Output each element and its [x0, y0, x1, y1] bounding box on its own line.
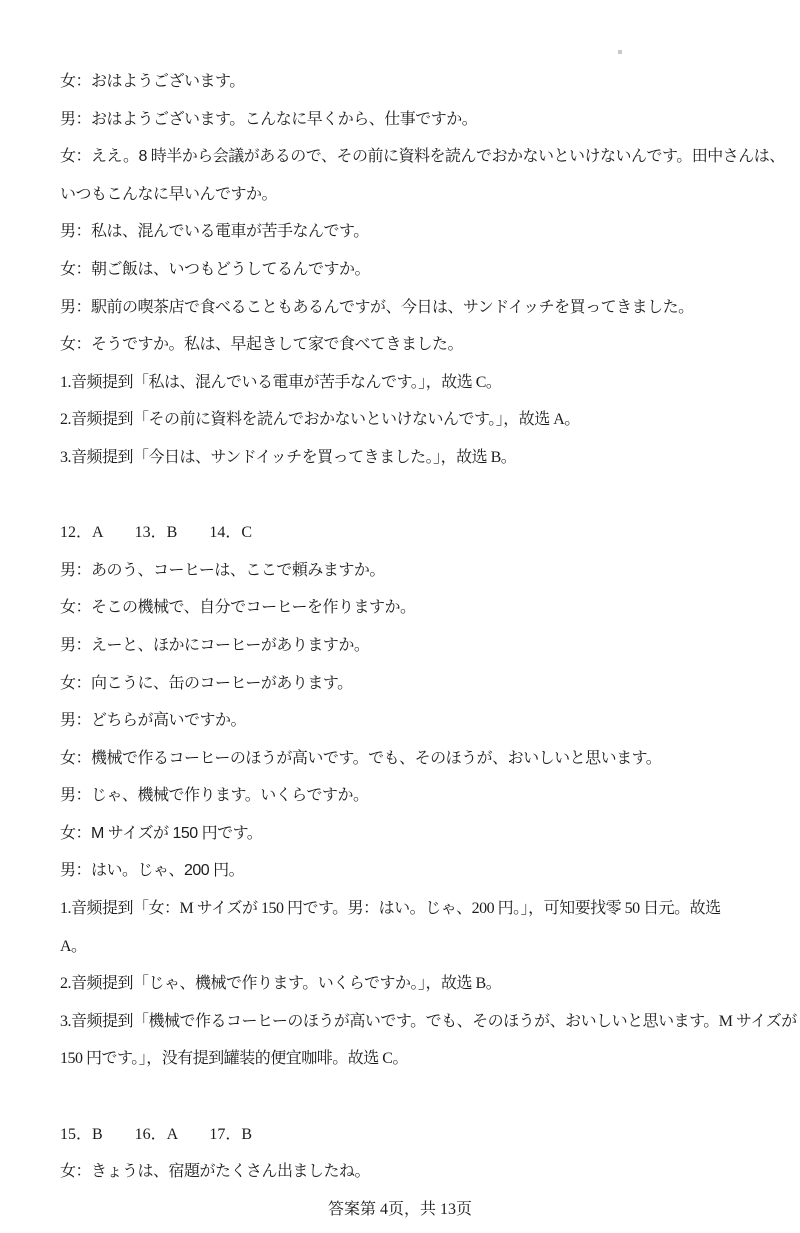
answer-key-line: 15．B 16．A 17．B — [60, 1125, 253, 1143]
dialogue-line: 女：M サイズが 150 円です。 — [60, 824, 263, 842]
answer-key-line: 12．A 13．B 14．C — [60, 524, 253, 542]
dialogue-line: 女：そうですか。私は、早起きして家で食べてきました。 — [60, 336, 464, 354]
dialogue-line: 女：ええ。8 時半から会議があるので、その前に資料を読んでおかないといけないんです。田中さんは、 — [60, 148, 785, 166]
dialogue-line-continuation: いつもこんなに早いんですか。 — [60, 185, 278, 203]
dialogue-line: 男：おはようございます。こんなに早くから、仕事ですか。 — [60, 110, 478, 128]
dialogue-line: 男：じゃ、機械で作ります。いくらですか。 — [60, 787, 369, 805]
dialogue-line: 女：きょうは、宿題がたくさん出ましたね。 — [60, 1163, 371, 1181]
dialogue-line: 女：おはようございます。 — [60, 73, 245, 90]
scan-artifact-dot — [618, 50, 622, 54]
dialogue-line: 男：えーと、ほかにコーヒーがありますか。 — [60, 636, 370, 654]
dialogue-line: 男：駅前の喫茶店で食べることもあるんですが、今日は、サンドイッチを買ってきました。 — [60, 298, 694, 316]
dialogue-line: 女：朝ご飯は、いつもどうしてるんですか。 — [60, 260, 371, 278]
explanation-line: 1.音频提到「私は、混んでいる電車が苦手なんです。」，故选 C。 — [60, 373, 502, 391]
page-footer: 答案第 4页，共 13页 — [327, 1201, 472, 1218]
explanation-line-continuation: 150 円です。」，没有提到罐装的便宜咖啡。故选 C。 — [60, 1050, 408, 1068]
dialogue-line: 男：あのう、コーヒーは、ここで頼みますか。 — [60, 561, 385, 579]
document-body — [60, 63, 797, 1191]
dialogue-line: 男：私は、混んでいる電車が苦手なんです。 — [60, 223, 369, 241]
dialogue-line: 女：向こうに、缶のコーヒーがあります。 — [60, 674, 353, 692]
explanation-line: 2.音频提到「その前に資料を読んでおかないといけないんです。」，故选 A。 — [60, 411, 580, 429]
explanation-line-continuation: A。 — [60, 937, 87, 955]
explanation-line: 3.音频提到「今日は、サンドイッチを買ってきました。」，故选 B。 — [60, 448, 517, 466]
explanation-line: 3.音频提到「機械で作るコーヒーのほうが高いです。でも、そのほうが、おいしいと思います。M サイズが — [60, 1012, 797, 1030]
explanation-line: 1.音频提到「女：M サイズが 150 円です。男：はい。じゃ、200 円。」，可知要找零 50 日元。故选 — [60, 900, 721, 918]
dialogue-line: 女：そこの機械で、自分でコーヒーを作りますか。 — [60, 599, 416, 617]
dialogue-line: 男：はい。じゃ、200 円。 — [60, 862, 245, 880]
dialogue-line: 女：機械で作るコーヒーのほうが高いです。でも、そのほうが、おいしいと思います。 — [60, 749, 662, 767]
explanation-line: 2.音频提到「じゃ、機械で作ります。いくらですか。」，故选 B。 — [60, 975, 502, 993]
dialogue-line: 男：どちらが高いですか。 — [60, 712, 247, 730]
